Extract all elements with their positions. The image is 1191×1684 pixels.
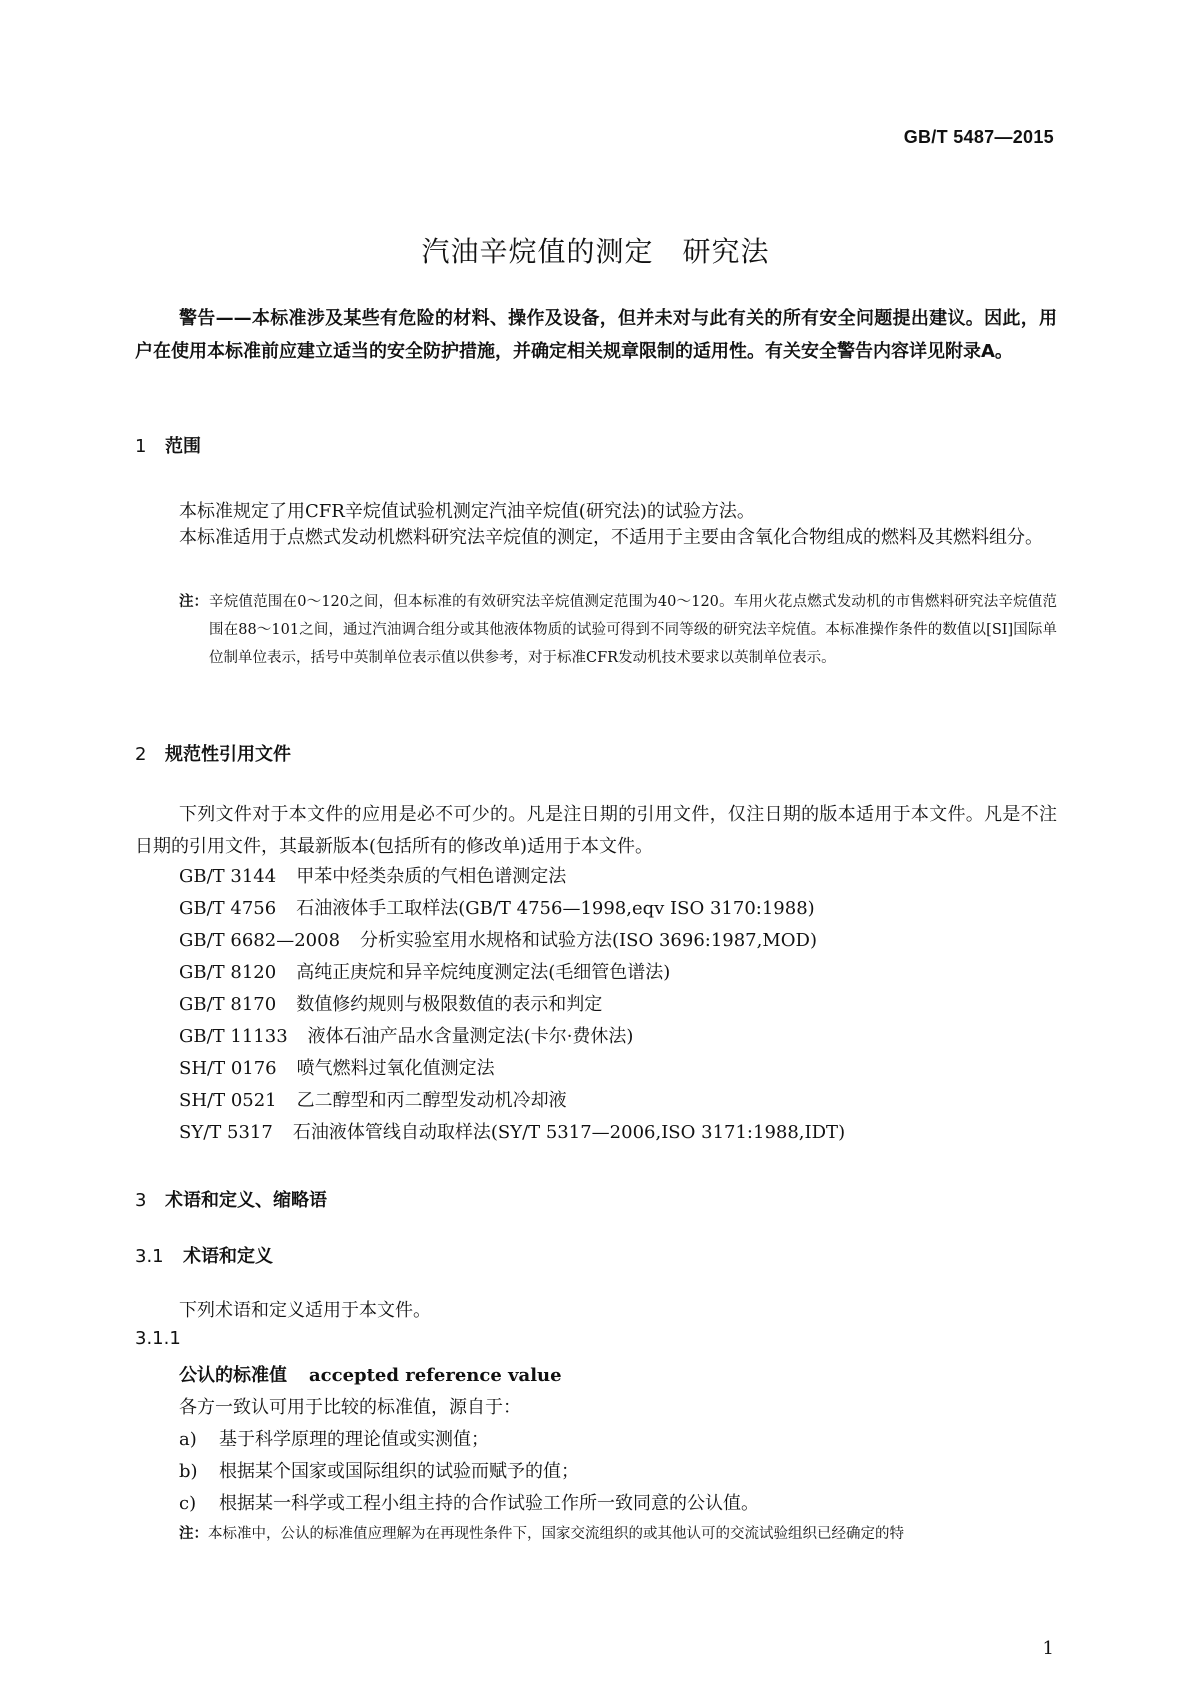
scope-paragraph-2: 本标准适用于点燃式发动机燃料研究法辛烷值的测定，不适用于主要由含氧化合物组成的燃料及其燃料组分。 [179, 527, 1043, 548]
note-text: 本标准中，公认的标准值应理解为在再现性条件下，国家交流组织的或其他认可的交流试验组织已经确定的特 [208, 1526, 904, 1542]
reference-code: GB/T 6682—2008 [179, 930, 341, 951]
list-label: c) [179, 1493, 197, 1514]
section-2-heading [135, 740, 291, 766]
reference-code: SH/T 0521 [179, 1090, 277, 1111]
page-title: 汽油辛烷值的测定 研究法 [421, 235, 770, 268]
term-heading [179, 1361, 562, 1387]
term-chinese: 公认的标准值 [179, 1365, 287, 1386]
scope-note [179, 588, 1057, 672]
reference-code: SY/T 5317 [179, 1122, 273, 1143]
subsection-title: 术语和定义 [183, 1246, 273, 1267]
reference-code: SH/T 0176 [179, 1058, 277, 1079]
reference-title: 石油液体管线自动取样法(SY/T 5317—2006,ISO 3171:1988,IDT) [292, 1122, 846, 1143]
list-text: 基于科学原理的理论值或实测值； [219, 1429, 489, 1450]
reference-title: 数值修约规则与极限数值的表示和判定 [296, 994, 603, 1015]
reference-code: GB/T 3144 [179, 866, 277, 887]
section-number: 1 [135, 436, 147, 457]
list-label: b) [179, 1461, 198, 1482]
list-item [179, 1489, 759, 1515]
note-label: 注： [179, 594, 208, 610]
page-number: 1 [1042, 1638, 1054, 1659]
references-intro: 下列文件对于本文件的应用是必不可少的。凡是注日期的引用文件，仅注日期的版本适用于本文件。凡是不注日期的引用文件，其最新版本(包括所有的修改单)适用于本文件。 [135, 804, 1057, 857]
reference-item [179, 1054, 495, 1080]
reference-title: 液体石油产品水含量测定法(卡尔·费休法) [307, 1026, 634, 1047]
scope-paragraph-1: 本标准规定了用CFR辛烷值试验机测定汽油辛烷值(研究法)的试验方法。 [179, 501, 755, 522]
terms-note [179, 1520, 1057, 1548]
term-number: 3.1.1 [135, 1328, 181, 1349]
terms-intro: 下列术语和定义适用于本文件。 [179, 1300, 431, 1321]
section-1-heading [135, 432, 201, 458]
reference-item [179, 862, 566, 888]
reference-item [179, 894, 815, 920]
reference-item [179, 1022, 633, 1048]
list-item [179, 1425, 489, 1451]
list-text: 根据某一科学或工程小组主持的合作试验工作所一致同意的公认值。 [219, 1493, 759, 1514]
reference-item [179, 958, 670, 984]
reference-title: 分析实验室用水规格和试验方法(ISO 3696:1987,MOD) [360, 930, 818, 951]
reference-item [179, 926, 817, 952]
reference-code: GB/T 8170 [179, 994, 277, 1015]
reference-title: 甲苯中烃类杂质的气相色谱测定法 [296, 866, 567, 887]
section-title: 范围 [165, 436, 201, 457]
warning-paragraph: 警告——本标准涉及某些有危险的材料、操作及设备，但并未对与此有关的所有安全问题提出建议。因此，用户在使用本标准前应建立适当的安全防护措施，并确定相关规章限制的适用性。有关安全警告内容详见附录A。 [135, 308, 1057, 362]
reference-title: 高纯正庚烷和异辛烷纯度测定法(毛细管色谱法) [296, 962, 671, 983]
reference-item [179, 1118, 845, 1144]
note-text: 辛烷值范围在0～120之间，但本标准的有效研究法辛烷值测定范围为40～120。车用火花点燃式发动机的市售燃料研究法辛烷值范围在88～101之间，通过汽油调合组分或其他液体物质的试验可得到不同等级的研究法辛烷值。本标准操作条件的数值以[SI]国际单位制单位表示，括号中英制单位表示值以供参考，对于标准CFR发动机技术要求以英制单位表示。 [209, 594, 1057, 666]
term-definition: 各方一致认可用于比较的标准值，源自于： [179, 1397, 521, 1418]
reference-title: 喷气燃料过氧化值测定法 [296, 1058, 495, 1079]
note-label: 注： [179, 1526, 208, 1542]
section-title: 术语和定义、缩略语 [165, 1190, 327, 1211]
reference-title: 石油液体手工取样法(GB/T 4756—1998,eqv ISO 3170:1988) [296, 898, 815, 919]
list-label: a) [179, 1429, 197, 1450]
standard-number: GB/T 5487—2015 [903, 127, 1054, 147]
list-item [179, 1457, 579, 1483]
reference-code: GB/T 4756 [179, 898, 277, 919]
reference-item [179, 990, 602, 1016]
subsection-number: 3.1 [135, 1246, 164, 1267]
reference-code: GB/T 11133 [179, 1026, 288, 1047]
section-3-heading [135, 1186, 327, 1212]
reference-item [179, 1086, 567, 1112]
list-text: 根据某个国家或国际组织的试验而赋予的值； [219, 1461, 579, 1482]
section-3-1-heading [135, 1242, 273, 1268]
reference-title: 乙二醇型和丙二醇型发动机冷却液 [296, 1090, 567, 1111]
reference-code: GB/T 8120 [179, 962, 277, 983]
section-number: 3 [135, 1190, 147, 1211]
section-title: 规范性引用文件 [165, 744, 291, 765]
section-number: 2 [135, 744, 147, 765]
term-english: accepted reference value [309, 1365, 562, 1386]
